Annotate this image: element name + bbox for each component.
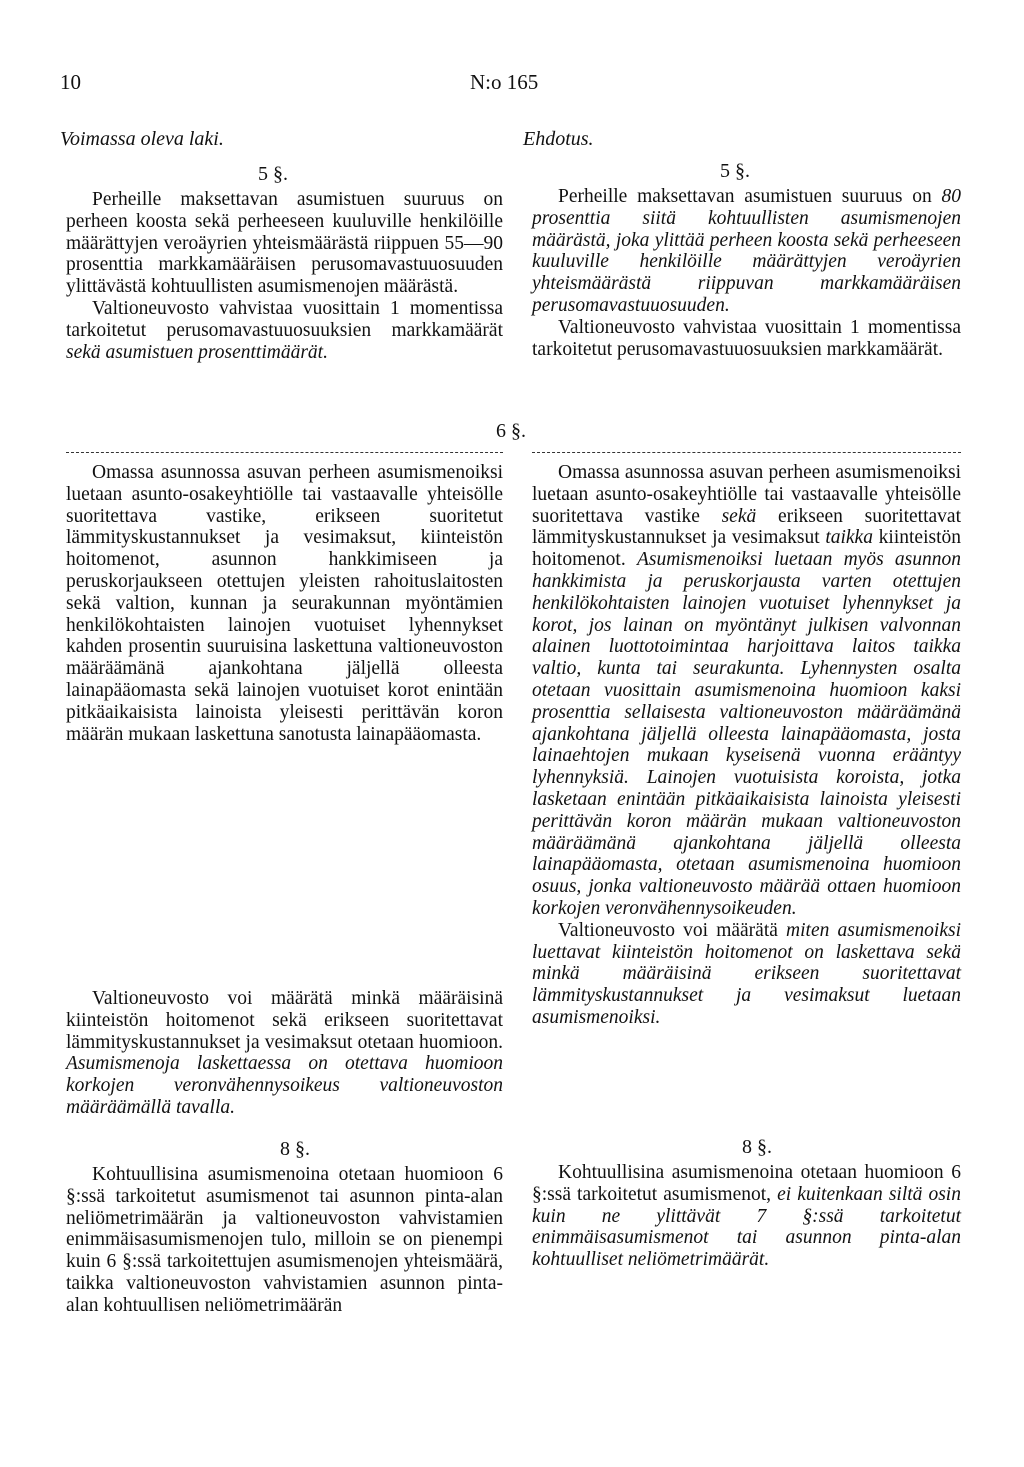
right-s6-p1-italic-f: Asumismenoiksi luetaan myös asunnon hankkimista ja peruskorjausta varten otettujen henkilökohtaisten lainojen vuotuiset lyhennykset ja korot, jos lainan on myöntänyt julkisen valvonnan alainen luottotoimintaa harjoittava laitos taikka valtio, kunta tai seurakunta. Lyhennysten osalta otetaan vuosittain asumismenoina huomioon kaksi prosenttia sellaisesta valtioneuvoston määräämänä ajankohtana jäljellä olleesta lainapääomasta, josta lainaehtojen mukaan kyseisenä vuonna erääntyy lyhennyksiä. Lainojen vuotuisista koroista, jotka lasketaan enintään pitkäaikaisista lainoista yleisesti perittävän koron määrän mukaan valtioneuvoston määräämänä ajankohtana jäljellä olleesta lainapääomasta, otetaan asumismenoina huomioon osuus, jonka valtioneuvosto määrää ottaen huomioon korkojen veronvähennysoikeuden. bbox=[532, 549, 962, 919]
right-s6-paragraph-1 bbox=[532, 462, 961, 920]
right-section-5-title: 5 §. bbox=[720, 160, 750, 182]
left-s6-paragraph-2 bbox=[66, 988, 503, 1119]
right-s6-paragraph-2 bbox=[532, 920, 961, 1029]
right-s6-p1-italic-d: taikka bbox=[825, 527, 873, 549]
right-s6-p1-text-e: kiinteistön hoitomenot. bbox=[532, 527, 961, 571]
right-s6-p2-text: Valtioneuvosto voi määrätä bbox=[558, 919, 787, 941]
left-s6-p2-italic: Asumismenoja laskettaessa on otettava huomioon korkojen veronvähennysoikeus valtioneuvoston määräämällä tavalla. bbox=[66, 1053, 503, 1118]
left-divider-dashed bbox=[66, 452, 503, 453]
left-section-8-body bbox=[66, 1164, 503, 1317]
right-section-6-body bbox=[532, 462, 961, 1029]
right-s5-p1-text: Perheille maksettavan asumistuen suuruus on bbox=[558, 186, 942, 207]
right-s8-p1-italic: ei kuitenkaan siltä osin kuin ne ylittävät 7 §:ssä tarkoitetut enimmäisasumismenot tai asunnon pinta-alan kohtuulliset neliömetrimäärät. bbox=[532, 1183, 961, 1271]
right-section-5-body bbox=[532, 186, 961, 360]
left-section-5-body bbox=[66, 189, 503, 363]
section-6-title: 6 §. bbox=[496, 420, 526, 442]
left-s8-paragraph-1: Kohtuullisina asumismenoina otetaan huomioon 6 §:ssä tarkoitetut asumismenot tai asunnon pinta-alan neliömetrimäärän ja valtioneuvoston vahvistamien enimmäisasumismenojen tulo, milloin se on pienempi kuin 6 §:ssä tarkoitettujen asumismenojen yhteismäärä, taikka valtioneuvoston vahvistamien asunnon pinta-alan kohtuullisen neliömetrimäärän bbox=[66, 1164, 503, 1316]
right-s6-p1-italic-b: sekä bbox=[721, 505, 757, 527]
right-divider-dashed bbox=[532, 452, 961, 453]
left-section-8-title: 8 §. bbox=[280, 1138, 310, 1160]
right-section-8-body bbox=[532, 1162, 961, 1271]
left-s5-p2-italic: sekä asumistuen prosenttimäärät. bbox=[66, 341, 328, 363]
right-s5-paragraph-1 bbox=[532, 186, 961, 317]
left-s5-p2-text: Valtioneuvosto vahvistaa vuosittain 1 momentissa tarkoitetut perusomavastuuosuuksien markkamäärät bbox=[66, 297, 503, 341]
right-s5-p1-italic: 80 prosenttia siitä kohtuullisten asumismenojen määrästä, joka ylittää perheen koosta sekä perheeseen kuuluville henkilöille määrättyjen veroäyrien yhteismäärästä riippuvan markkamääräisen perusomavastuuosuuden. bbox=[532, 186, 961, 316]
document-number: N:o 165 bbox=[470, 70, 539, 94]
left-column-heading: Voimassa oleva laki. bbox=[60, 128, 224, 150]
page-number: 10 bbox=[60, 70, 81, 94]
right-column-heading: Ehdotus. bbox=[523, 128, 594, 150]
left-section-5-title: 5 §. bbox=[258, 163, 288, 185]
left-s6-paragraph-1: Omassa asunnossa asuvan perheen asumismenoiksi luetaan asunto-osakeyhtiölle tai vastaavalle yhteisölle suoritettava vastike, erikseen suoritetut lämmityskustannukset ja vesimaksut, kiinteistön hoitomenot, asunnon hankkimiseen ja peruskorjaukseen otettujen yleisten rahoituslaitosten sekä valtion, kunnan ja seurakunnan myöntämien henkilökohtaisten lainojen vuotuiset lyhennykset kahden prosentin suuruisina laskettuna valtioneuvoston määräämänä ajankohtana jäljellä olleesta lainapääomasta sekä lainojen vuotuiset korot enintään pitkäaikaisista lainoista yleisesti perittävän koron määrän mukaan laskettuna sanotusta lainapääomasta. bbox=[66, 462, 503, 745]
left-section-6-body bbox=[66, 462, 503, 745]
right-s8-paragraph-1 bbox=[532, 1162, 961, 1271]
left-s5-paragraph-1: Perheille maksettavan asumistuen suuruus on perheen koosta sekä perheeseen kuuluville henkilöille määrättyjen veroäyrien yhteismäärästä riippuen 55—90 prosenttia markkamääräisen perusomavastuuosuuden ylittävästä kohtuullisten asumismenojen määrästä. bbox=[66, 189, 503, 298]
right-section-8-title: 8 §. bbox=[742, 1136, 772, 1158]
right-s5-paragraph-2: Valtioneuvosto vahvistaa vuosittain 1 momentissa tarkoitetut perusomavastuuosuuksien markkamäärät. bbox=[532, 316, 961, 360]
right-s6-p1-text-c: erikseen suoritettavat lämmityskustannukset ja vesimaksut bbox=[532, 505, 961, 549]
right-s6-p1-text-a: Omassa asunnossa asuvan perheen asumismenoiksi luetaan asunto-osakeyhtiölle tai vastaavalle yhteisölle suoritettava vastike bbox=[532, 462, 961, 527]
right-s8-p1-text: Kohtuullisina asumismenoina otetaan huomioon 6 §:ssä tarkoitetut asumismenot, bbox=[532, 1162, 961, 1205]
right-s6-p2-italic: miten asumismenoiksi luettavat kiinteistön hoitomenot on laskettava sekä minkä määräisinä erikseen suoritettavat lämmityskustannukset ja vesimaksut luetaan asumismenoiksi. bbox=[532, 919, 961, 1028]
left-section-6-body-2 bbox=[66, 988, 503, 1119]
left-s5-paragraph-2 bbox=[66, 298, 503, 363]
left-s6-p2-text: Valtioneuvosto voi määrätä minkä määräisinä kiinteistön hoitomenot sekä erikseen suoritettavat lämmityskustannukset ja vesimaksut otetaan huomioon. bbox=[66, 988, 503, 1053]
